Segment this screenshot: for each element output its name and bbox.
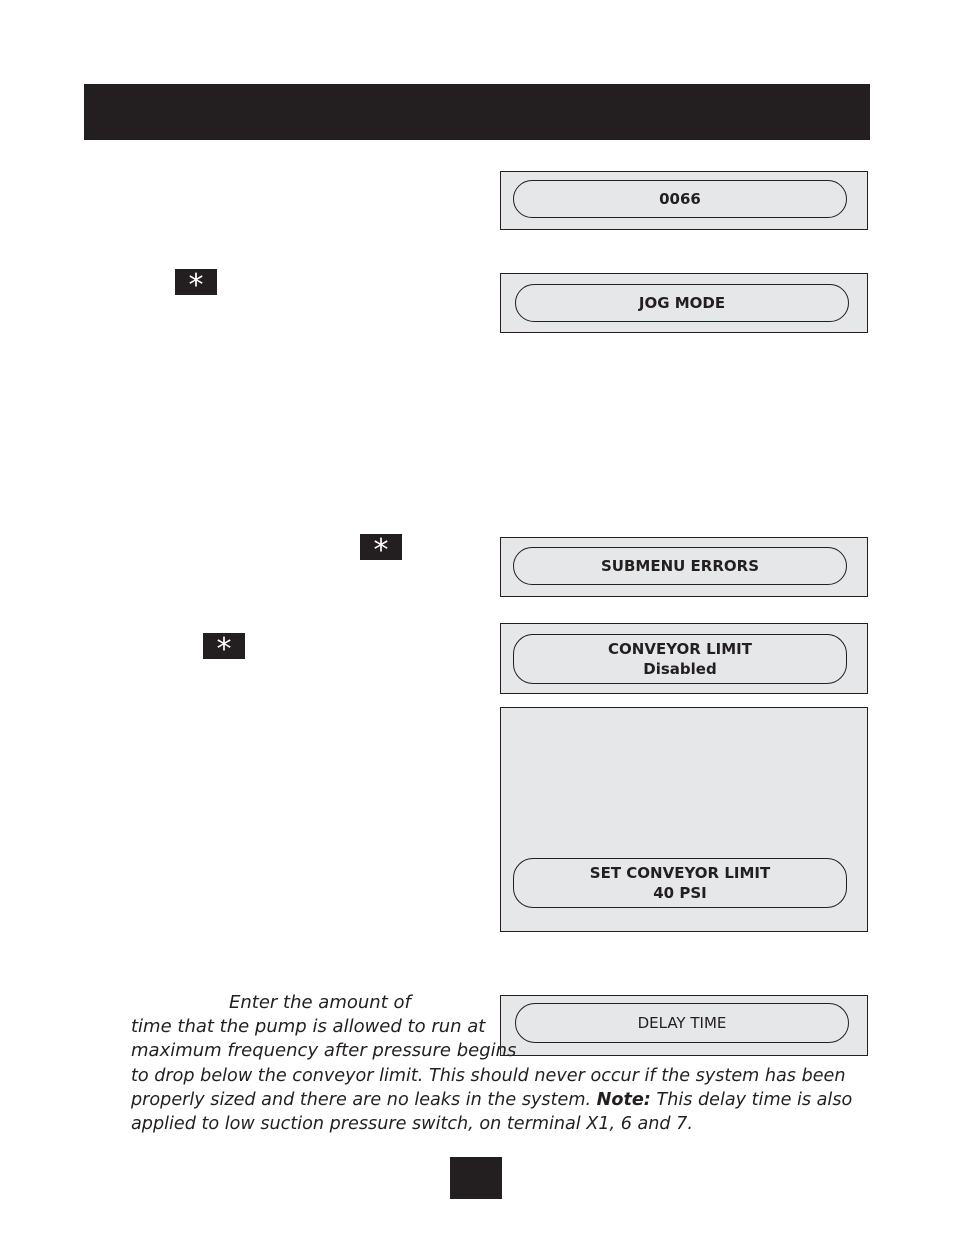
star-key-icon: * [360,534,402,560]
lcd-screen-3 [513,547,847,585]
lcd-line-2: Disabled [643,660,717,678]
body-text-segment: This delay time is also [650,1090,853,1110]
body-text-line-5 [131,1088,852,1112]
body-text-line-6: applied to low suction pressure switch, on terminal X1, 6 and 7. [131,1114,693,1134]
star-key-icon: * [203,633,245,659]
display-panel-1 [500,171,868,230]
display-panel-5 [500,707,868,932]
body-text-line-1: Enter the amount of [229,992,411,1013]
lcd-line-1: SUBMENU ERRORS [601,557,759,575]
lcd-line-1: 0066 [659,190,701,208]
note-label: Note: [596,1090,651,1110]
display-panel-6 [500,995,868,1056]
lcd-line-1: DELAY TIME [637,1014,727,1032]
body-text-line-3: maximum frequency after pressure begins [131,1040,517,1061]
header-bar [84,84,870,140]
lcd-line-1: CONVEYOR LIMIT [608,640,752,658]
page-number-box [450,1157,502,1199]
lcd-screen-1 [513,180,847,218]
display-panel-3 [500,537,868,597]
lcd-line-2: 40 PSI [653,884,707,902]
lcd-screen-5 [513,858,847,908]
lcd-screen-4 [513,634,847,684]
lcd-line-1: SET CONVEYOR LIMIT [589,864,771,882]
body-text-line-2: time that the pump is allowed to run at [131,1016,486,1037]
body-text-line-4: to drop below the conveyor limit. This should never occur if the system has been [131,1066,846,1086]
display-panel-2 [500,273,868,333]
lcd-screen-2 [515,284,849,322]
lcd-screen-6 [515,1003,849,1043]
star-key-icon: * [175,269,217,295]
body-text-segment: properly sized and there are no leaks in the system. [131,1090,597,1110]
display-panel-4 [500,623,868,694]
lcd-line-1: JOG MODE [638,294,726,312]
